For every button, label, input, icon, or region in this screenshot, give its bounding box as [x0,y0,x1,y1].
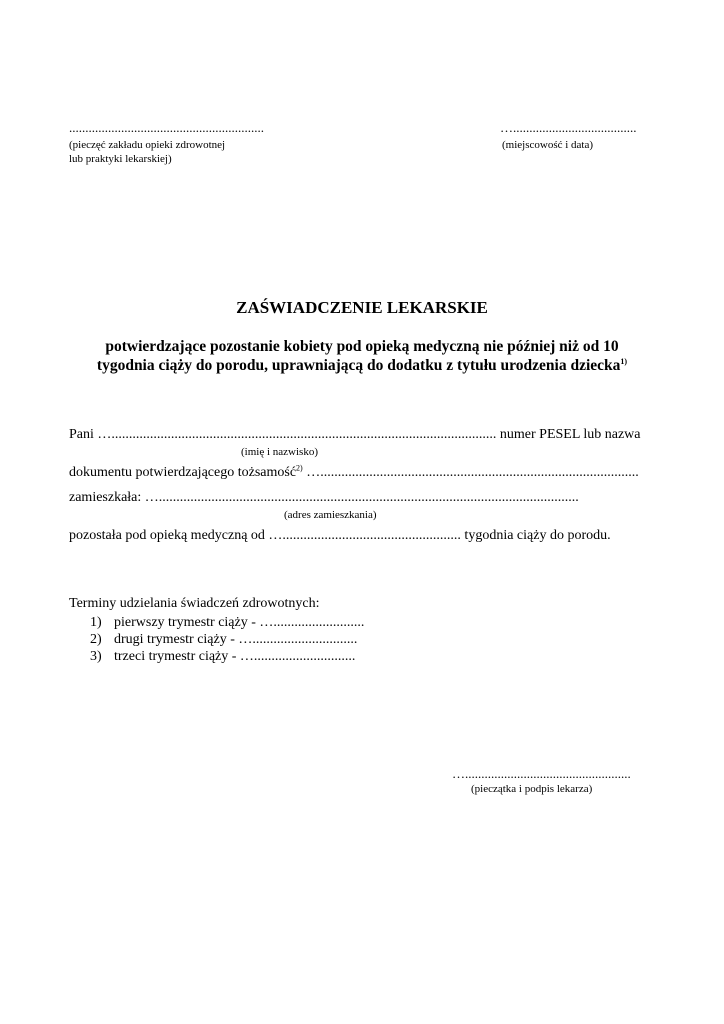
document-subtitle-line1: potwierdzające pozostanie kobiety pod opieką medyczną nie później niż od 10 [105,338,619,355]
stamp-label-line2: lub praktyki lekarskiej) [69,153,172,165]
document-title: ZAŚWIADCZENIE LEKARSKIE [236,298,488,317]
footnote-marker-2: 2) [296,463,303,473]
stamp-label-line1: (pieczęć zakładu opieki zdrowotnej [69,139,226,151]
list-item-number: 3) [90,649,102,664]
place-date-label: (miejscowość i data) [502,139,594,151]
care-start-line: pozostała pod opieką medyczną od …................................................... tygodnia ciąży do porodu. [69,528,611,543]
document-subtitle-line2-text: tygodnia ciąży do porodu, uprawniającą do dodatku z tytułu urodzenia dziecka [96,357,621,374]
list-item-number: 2) [90,632,102,647]
terms-heading: Terminy udzielania świadczeń zdrowotnych: [69,596,320,611]
list-item [90,614,364,631]
identity-document-line [69,465,639,481]
place-date-field-dots: …...................................... [500,120,637,135]
signature-label: (pieczątka i podpis lekarza) [471,783,593,795]
patient-name-line: Pani ….............................................................................................................. numer PESEL lub nazwa [69,427,641,442]
identity-document-prefix: dokumentu potwierdzającego tożsamość [69,465,297,480]
list-item-text: trzeci trymestr ciąży - …............................. [114,649,356,664]
stamp-field-dots: ............................................................ [69,120,264,135]
address-label: (adres zamieszkania) [284,509,377,521]
list-item [90,631,364,648]
terms-list [90,614,364,665]
identity-document-dots: …........................................................................................... [302,465,639,480]
list-item [90,648,364,665]
document-subtitle-line2 [0,356,724,375]
address-line: zamieszkała: …........................................................................................................................ [69,490,579,505]
list-item-number: 1) [90,615,102,630]
list-item-text: drugi trymestr ciąży - ….............................. [114,632,358,647]
signature-field-dots: …................................................... [452,766,631,781]
list-item-text: pierwszy trymestr ciąży - ….......................... [114,615,365,630]
footnote-marker-1: 1) [620,356,628,366]
patient-name-label: (imię i nazwisko) [241,446,318,458]
